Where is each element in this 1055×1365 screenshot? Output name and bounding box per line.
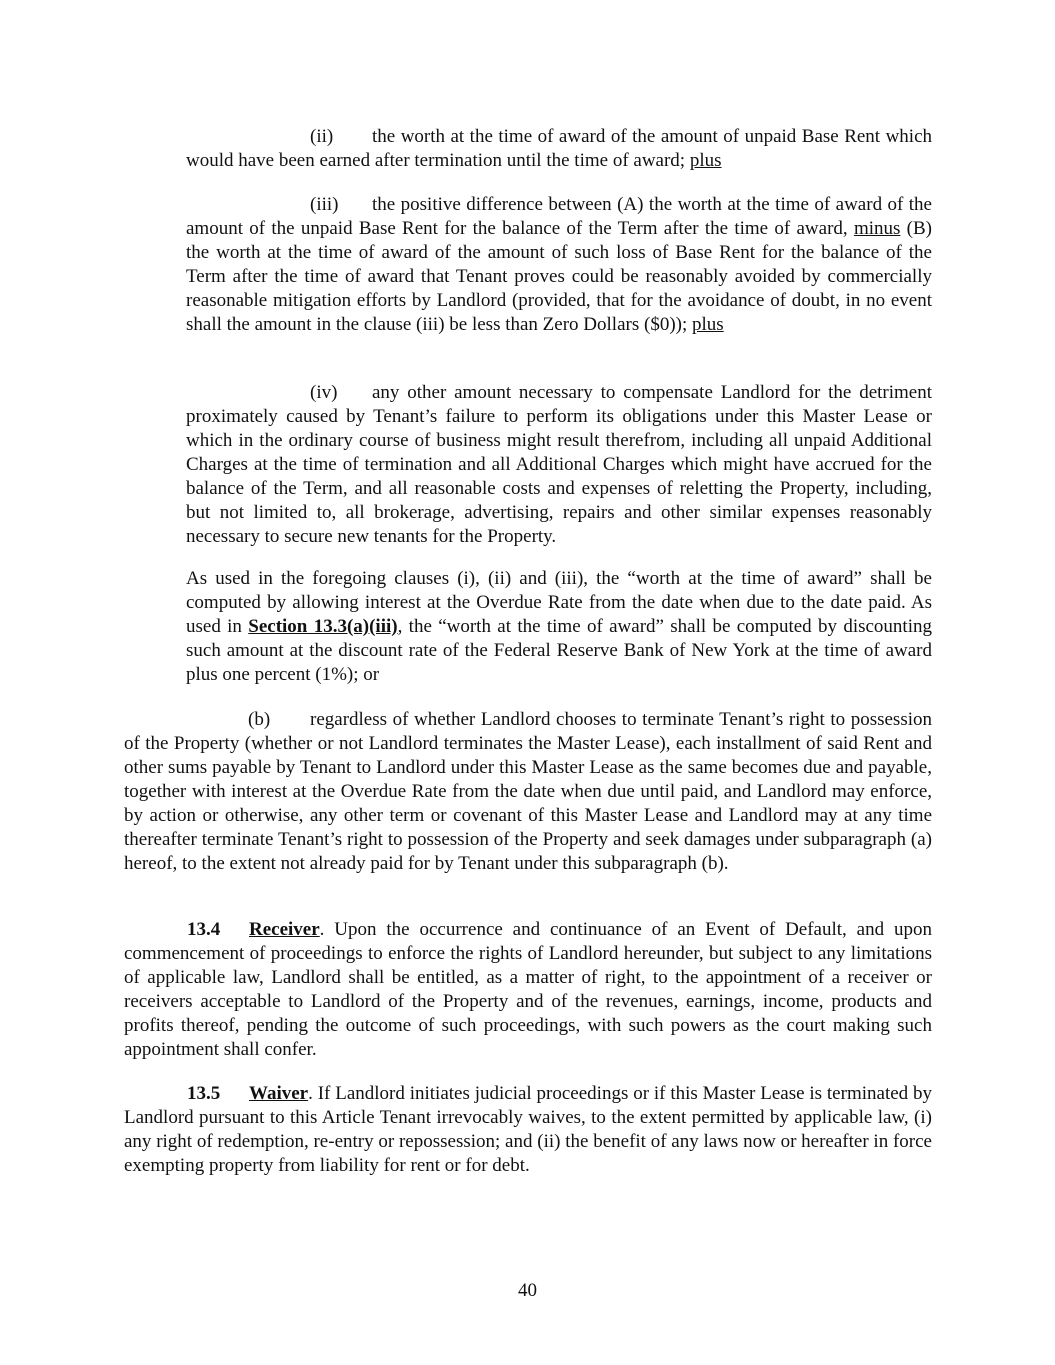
clause-iii-minus: minus [853, 218, 901, 239]
page-number: 40 [518, 1280, 537, 1301]
clause-iii-text-1: the positive difference between (A) the worth at the time of award of the amount of the unpaid Base Rent for the balance of the Term after the time of award, [186, 194, 932, 239]
worth-definition-paragraph [186, 567, 932, 687]
clause-iv [186, 381, 932, 549]
clause-ii-plus: plus [689, 150, 722, 171]
section-13-4-number: 13.4 [187, 919, 221, 940]
worth-text-1: As used in the foregoing clauses (i), (ii) and (iii), the “worth at the time of award” shall be computed by allowing interest at the Overdue Rate from the date when due to the date paid. As used in [186, 568, 932, 637]
clause-b-text: regardless of whether Landlord chooses to terminate Tenant’s right to possession of the Property (whether or not Landlord terminates the Master Lease), each installment of said Rent and other sums payable by Tenant to Landlord under this Master Lease as the same becomes due and payable, together with interest at the Overdue Rate from the date when due until paid, and Landlord may enforce, by action or otherwise, any other term or covenant of this Master Lease and Landlord may at any time thereafter terminate Tenant’s right to possession of the Property and seek damages under subparagraph (a) hereof, to the extent not already paid for by Tenant under this subparagraph (b). [124, 709, 932, 874]
section-13-5-number: 13.5 [187, 1083, 221, 1104]
section-13-4-title: Receiver [249, 919, 320, 940]
clause-ii [186, 125, 932, 173]
clause-ii-text: the worth at the time of award of the amount of unpaid Base Rent which would have been earned after termination until the time of award; [186, 126, 932, 171]
clause-iv-text: any other amount necessary to compensate Landlord for the detriment proximately caused by Tenant’s failure to perform its obligations under this Master Lease or which in the ordinary course of business might result therefrom, including all unpaid Additional Charges at the time of termination and all Additional Charges which might have accrued for the balance of the Term, and all reasonable costs and expenses of reletting the Property, including, but not limited to, all brokerage, advertising, repairs and other similar expenses reasonably necessary to secure new tenants for the Property. [186, 382, 932, 547]
section-13-5 [124, 1082, 932, 1178]
clause-b-label: (b) [248, 709, 271, 730]
clause-iii-plus: plus [692, 314, 724, 335]
clause-iv-label: (iv) [310, 382, 338, 403]
worth-text-2: , the “worth at the time of award” shall be computed by discounting such amount at the discount rate of the Federal Reserve Bank of New York at the time of award plus one percent (1%); or [186, 616, 932, 685]
section-13-4 [124, 918, 932, 1062]
clause-iii-label: (iii) [310, 194, 339, 215]
section-13-4-text: . Upon the occurrence and continuance of an Event of Default, and upon commencement of proceedings to enforce the rights of Landlord hereunder, but subject to any limitations of applicable law, Landlord shall be entitled, as a matter of right, to the appointment of a receiver or receivers acceptable to Landlord of the Property and of the revenues, earnings, income, products and profits thereof, pending the outcome of such proceedings, with such powers as the court making such appointment shall confer. [124, 919, 932, 1060]
clause-b [124, 708, 932, 876]
clause-iii [186, 193, 932, 337]
section-13-5-title: Waiver [249, 1083, 309, 1104]
clause-iii-text-2: (B) the worth at the time of award of the amount of such loss of Base Rent for the balance of the Term after the time of award that Tenant proves could be reasonably avoided by commercially reasonable mitigation efforts by Landlord (provided, that for the avoidance of doubt, in no event shall the amount in the clause (iii) be less than Zero Dollars ($0)); [186, 218, 932, 335]
section-13-5-text: . If Landlord initiates judicial proceedings or if this Master Lease is terminated by Landlord pursuant to this Article Tenant irrevocably waives, to the extent permitted by applicable law, (i) any right of redemption, re-entry or repossession; and (ii) the benefit of any laws now or hereafter in force exempting property from liability for rent or for debt. [124, 1083, 932, 1176]
clause-ii-label: (ii) [310, 126, 334, 147]
section-reference: Section 13.3(a)(iii) [248, 616, 398, 637]
